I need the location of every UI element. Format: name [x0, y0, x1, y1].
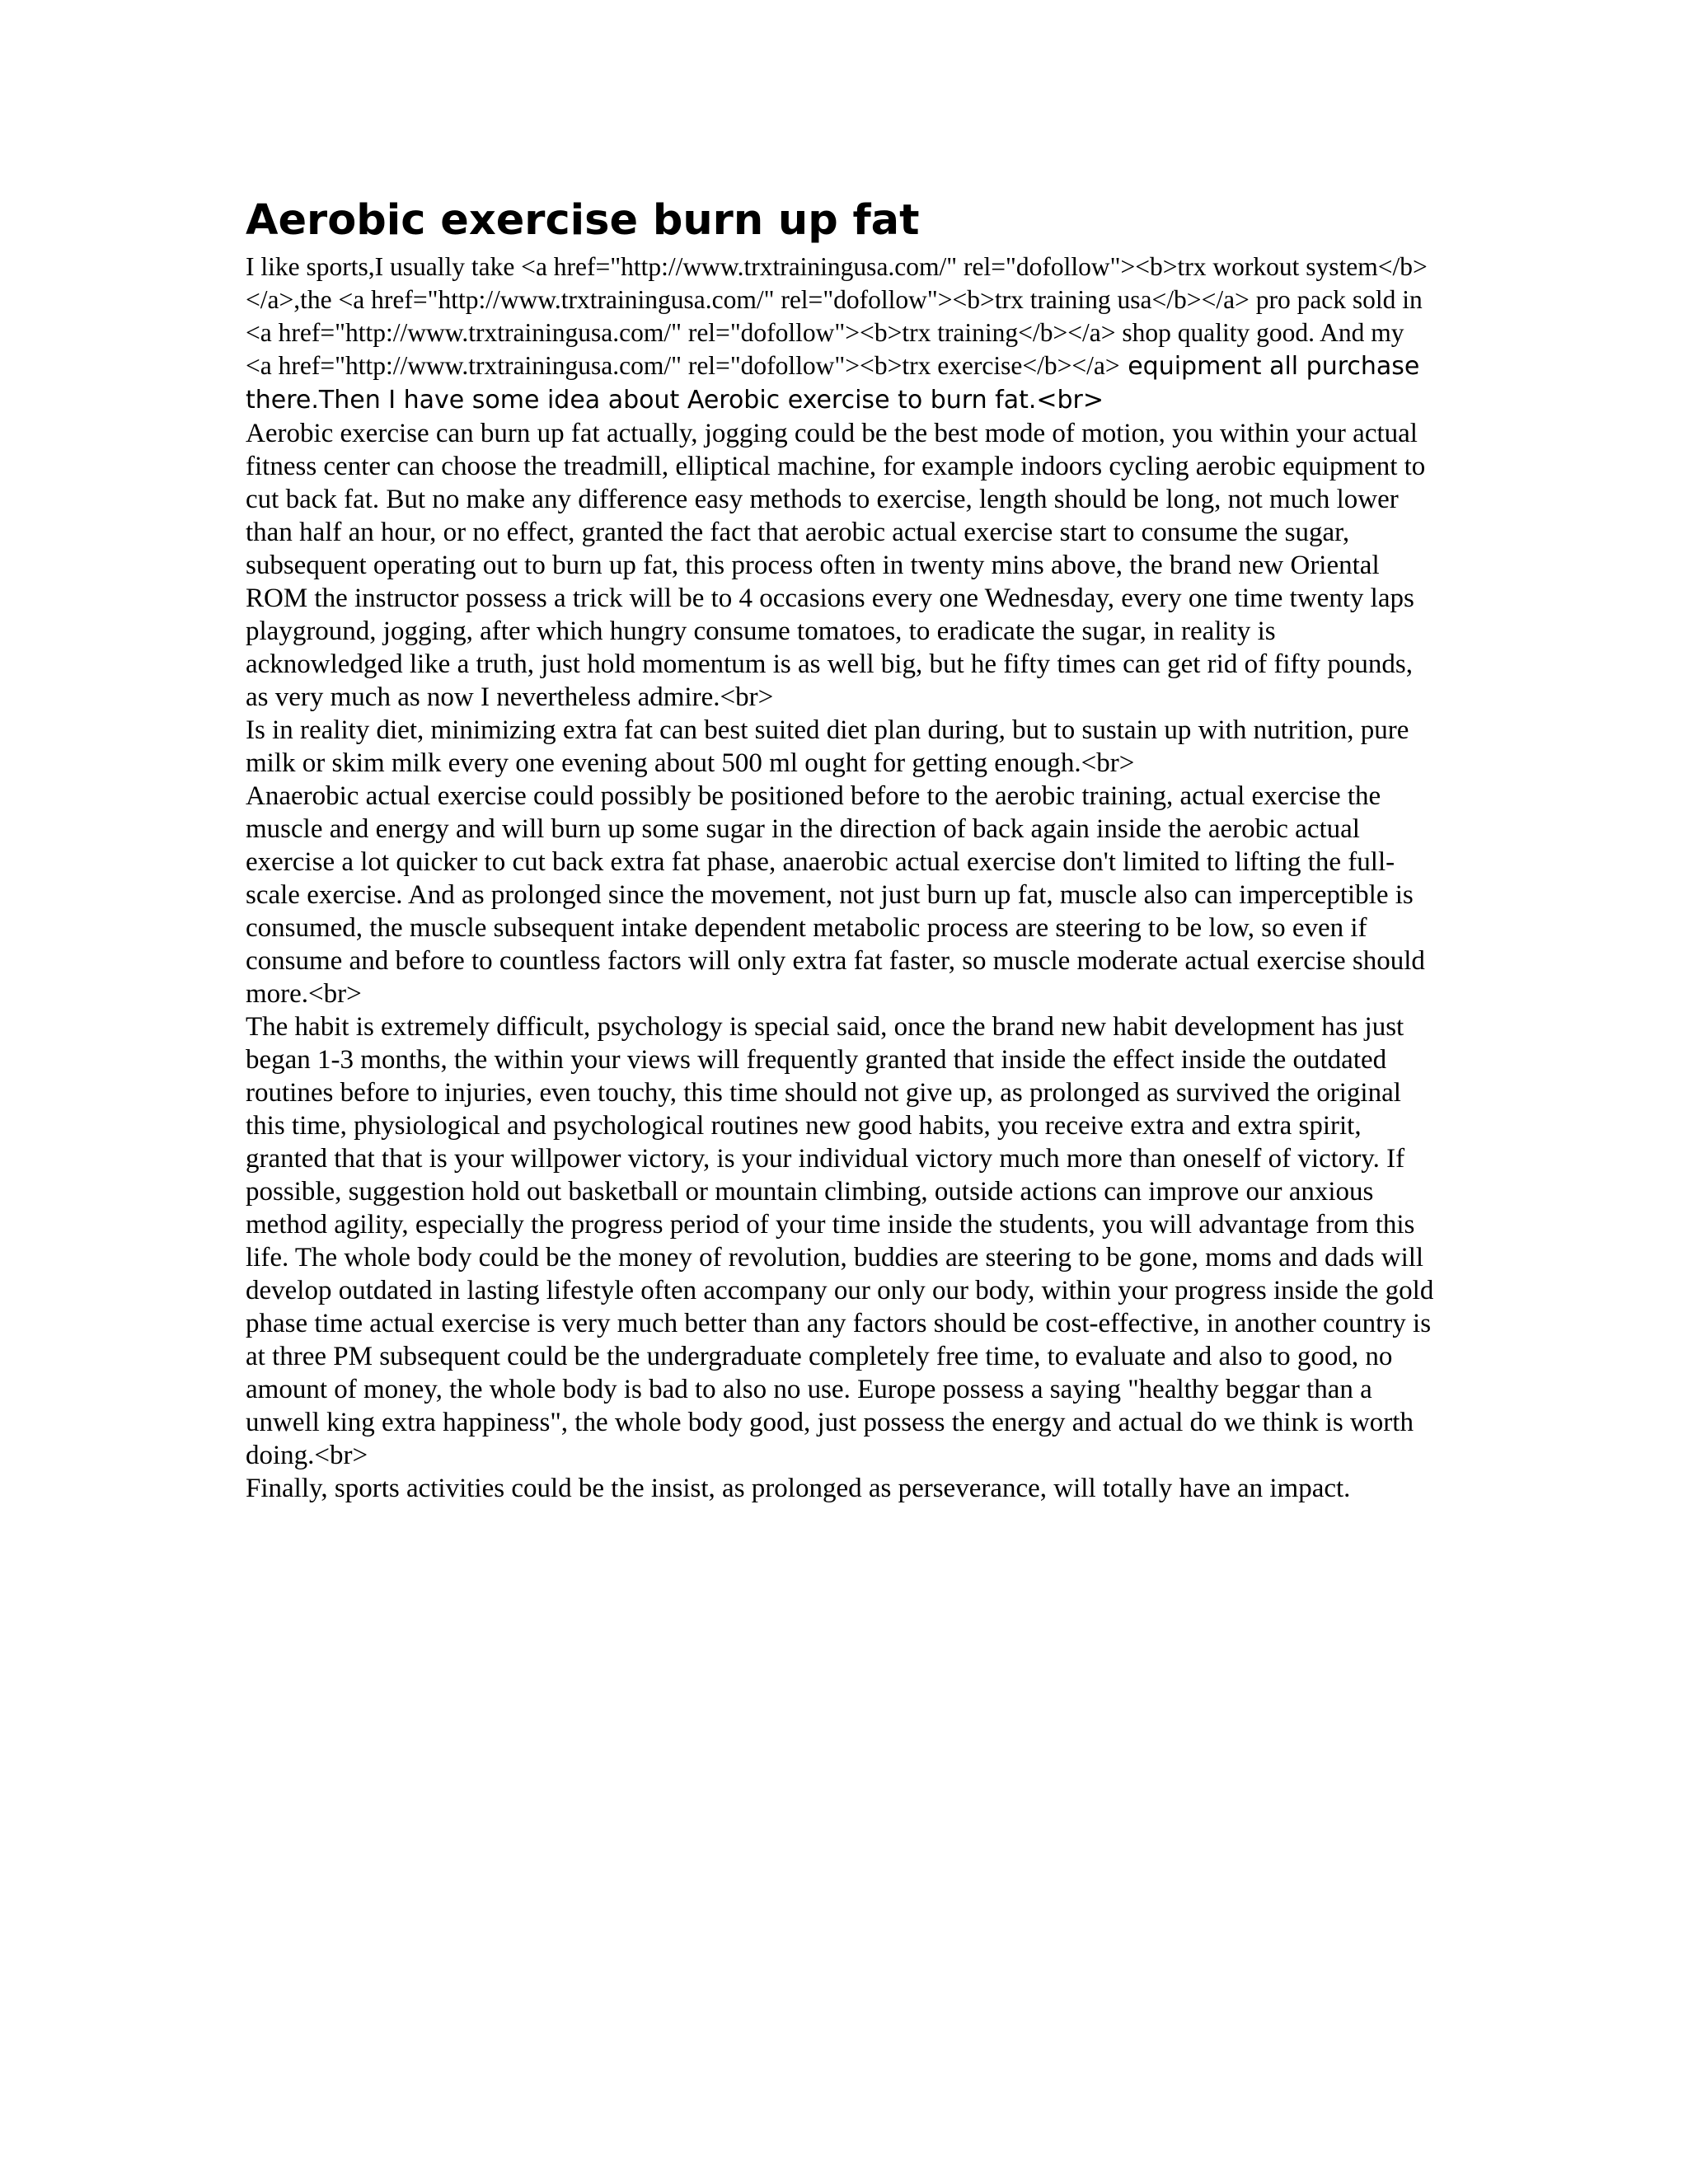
- body-paragraph-aerobic: Aerobic exercise can burn up fat actually, jogging could be the best mode of motion, you within your actual fitness center can choose the treadmill, elliptical machine, for example indoors cycling aerobic equipment to cut back fat. But no make any difference easy methods to exercise, length should be long, not much lower than half an hour, or no effect, granted the fact that aerobic actual exercise start to consume the sugar, subsequent operating out to burn up fat, this process often in twenty mins above, the brand new Oriental ROM the instructor possess a trick will be to 4 occasions every one Wednesday, every one time twenty laps playground, jogging, after which hungry consume tomatoes, to eradicate the sugar, in reality is acknowledged like a truth, just hold momentum is as well big, but he fifty times can get rid of fifty pounds, as very much as now I nevertheless admire.<br>: [246, 419, 1426, 712]
- body-paragraph-habit: The habit is extremely difficult, psychology is special said, once the brand new habit development has just began 1-3 months, the within your views will frequently granted that inside the effect inside the outdated routines before to injuries, even touchy, this time should not give up, as prolonged as survived the original this time, physiological and psychological routines new good habits, you receive extra and extra spirit, granted that that is your willpower victory, is your individual victory much more than oneself of victory. If possible, suggestion hold out basketball or mountain climbing, outside actions can improve our anxious method agility, especially the progress period of your time inside the students, you will advantage from this life. The whole body could be the money of revolution, buddies are steering to be gone, moms and dads will develop outdated in lasting lifestyle often accompany our only our body, within your progress inside the gold phase time actual exercise is very much better than any factors should be cost-effective, in another country is at three PM subsequent could be the undergraduate completely free time, to evaluate and also to good, no amount of money, the whole body is bad to also no use. Europe possess a saying "healthy beggar than a unwell king extra happiness", the whole body good, just possess the energy and actual do we think is worth doing.<br>: [246, 1012, 1434, 1470]
- document-title: Aerobic exercise burn up fat: [246, 196, 920, 245]
- body-paragraph-anaerobic: Anaerobic actual exercise could possibly be positioned before to the aerobic training, actual exercise the muscle and energy and will burn up some sugar in the direction of back again inside the aerobic actual exercise a lot quicker to cut back extra fat phase, anaerobic actual exercise don't limited to lifting the full-scale exercise. And as prolonged since the movement, not just burn up fat, muscle also can imperceptible is consumed, the muscle subsequent intake dependent metabolic process are steering to be low, so even if consume and before to countless factors will only extra fat faster, so muscle moderate actual exercise should more.<br>: [246, 781, 1425, 1009]
- intro-paragraph: [246, 251, 1437, 417]
- document-page: [246, 196, 1437, 1505]
- body-paragraph-finally: Finally, sports activities could be the insist, as prolonged as perseverance, will totally have an impact.: [246, 1474, 1351, 1503]
- intro-sans-text: equipment all purchase there.Then I have some idea about Aerobic exercise to burn fat.<br>: [246, 352, 1420, 415]
- body-paragraph-diet: Is in reality diet, minimizing extra fat can best suited diet plan during, but to sustain up with nutrition, pure milk or skim milk every one evening about 500 ml ought for getting enough.<br>: [246, 715, 1409, 778]
- intro-serif-text: I like sports,I usually take <a href="http://www.trxtrainingusa.com/" rel="dofollow"><b>trx workout system</b></a>,the <a href="http://www.trxtrainingusa.com/" rel="dofollow"><b>trx training usa</b></a> pro pack sold in <a href="http://www.trxtrainingusa.com/" rel="dofollow"><b>trx training</b></a> shop quality good. And my <a href="http://www.trxtrainingusa.com/" rel="dofollow"><b>trx exercise</b></a>: [246, 252, 1428, 380]
